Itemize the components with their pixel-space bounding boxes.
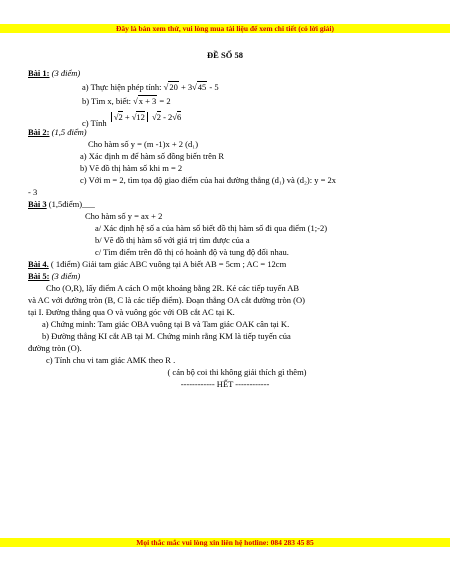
bai2-c1: c) Với m = 2, tìm tọa độ giao điểm của hai đường thẳng (d₁) và (d₂): y = 2x — [80, 175, 337, 185]
bai5-b2: đường tròn (O). — [28, 343, 82, 353]
bai3-a: a/ Xác định hệ số a của hàm số biết đồ thị hàm số đi qua điểm (1;-2) — [95, 223, 328, 233]
bai1-label: Bài 1: — [28, 68, 50, 78]
bai3-b: b/ Vẽ đồ thị hàm số với giá trị tìm được của a — [95, 235, 250, 245]
bai5-label: Bài 5: — [28, 271, 50, 281]
bai1-points: (3 điểm) — [51, 68, 81, 78]
bai3-intro: Cho hàm số y = ax + 2 — [85, 211, 163, 221]
bai2-intro: Cho hàm số y = (m -1)x + 2 (d₁) — [88, 139, 199, 149]
bai3-c: c/ Tìm điểm trên đồ thị có hoành độ và tung độ đối nhau. — [95, 247, 289, 257]
sqrt-20: √20 — [163, 82, 178, 92]
bai2-a: a) Xác định m để hàm số đồng biến trên R — [80, 151, 224, 161]
end-marker: ------------ HẾT ------------ — [180, 379, 270, 389]
bai5-line3: tại I. Đường thẳng qua O và vuông góc với OB cắt AC tại K. — [28, 307, 235, 317]
bai2-points: (1,5 điểm) — [51, 127, 87, 137]
bai2-heading — [28, 127, 87, 137]
bai2-c2: - 3 — [28, 187, 38, 197]
bai1-b-expr: √x + 3 = 2 — [133, 96, 171, 106]
bai5-heading — [28, 271, 80, 281]
bai2-label: Bài 2: — [28, 127, 50, 137]
bai5-b1: b) Đường thẳng KI cắt AB tại M. Chứng minh rằng KM là tiếp tuyến của — [42, 331, 291, 341]
bai5-a: a) Chứng minh: Tam giác OBA vuông tại B và Tam giác OAK cân tại K. — [42, 319, 290, 329]
bai1-a — [82, 82, 219, 92]
bai1-c — [82, 112, 182, 128]
bai3-label: Bài 3 — [28, 199, 47, 209]
bai4-label: Bài 4. — [28, 259, 49, 269]
bai1-b — [82, 96, 171, 106]
abs-expr: √2 + √12 — [111, 112, 148, 122]
bai4-line — [28, 259, 286, 269]
bai3-points: (1,5điểm)___ — [48, 199, 95, 209]
preview-banner — [0, 24, 450, 33]
bai1-c-text: c) Tính — [82, 118, 107, 128]
bai2-b: b) Vẽ đồ thị hàm số khi m = 2 — [80, 163, 183, 173]
bai5-line1: Cho (O,R), lấy điểm A cách O một khoảng bằng 2R. Kẻ các tiếp tuyến AB — [46, 283, 300, 293]
sqrt-x3: √x + 3 — [133, 96, 157, 106]
preview-banner-text: Đây là bản xem thử, vui lòng mua tài liệu để xem chi tiết (có lời giải) — [115, 24, 335, 33]
bai5-c: c) Tính chu vi tam giác AMK theo R . — [46, 355, 176, 365]
proctor-note: ( cán bộ coi thi không giải thích gì thêm) — [167, 367, 307, 377]
hotline-banner-text: Mọi thắc mắc vui lòng xin liên hệ hotline: 084 283 45 85 — [136, 538, 314, 547]
bai1-c-expr: √2 + √12 √2 - 2√6 — [109, 112, 181, 122]
bai4-text: ( 1điểm) Giải tam giác ABC vuông tại A biết AB = 5cm ; AC = 12cm — [50, 259, 287, 269]
sqrt-45: √45 — [192, 82, 207, 92]
bai1-heading — [28, 68, 80, 78]
bai5-line2: và AC với đường tròn (B, C là các tiếp điểm). Đoạn thẳng OA cắt đường tròn (O) — [28, 295, 305, 305]
bai1-a-text: a) Thực hiện phép tính: — [82, 82, 162, 92]
hotline-banner — [0, 538, 450, 547]
bai1-a-expr: √20 + 3√45 - 5 — [163, 82, 219, 92]
bai1-b-text: b) Tìm x, biết: — [82, 96, 131, 106]
bai5-points: (3 điểm) — [51, 271, 81, 281]
bai3-heading — [28, 199, 95, 209]
exam-title: ĐỀ SỐ 58 — [207, 50, 243, 60]
